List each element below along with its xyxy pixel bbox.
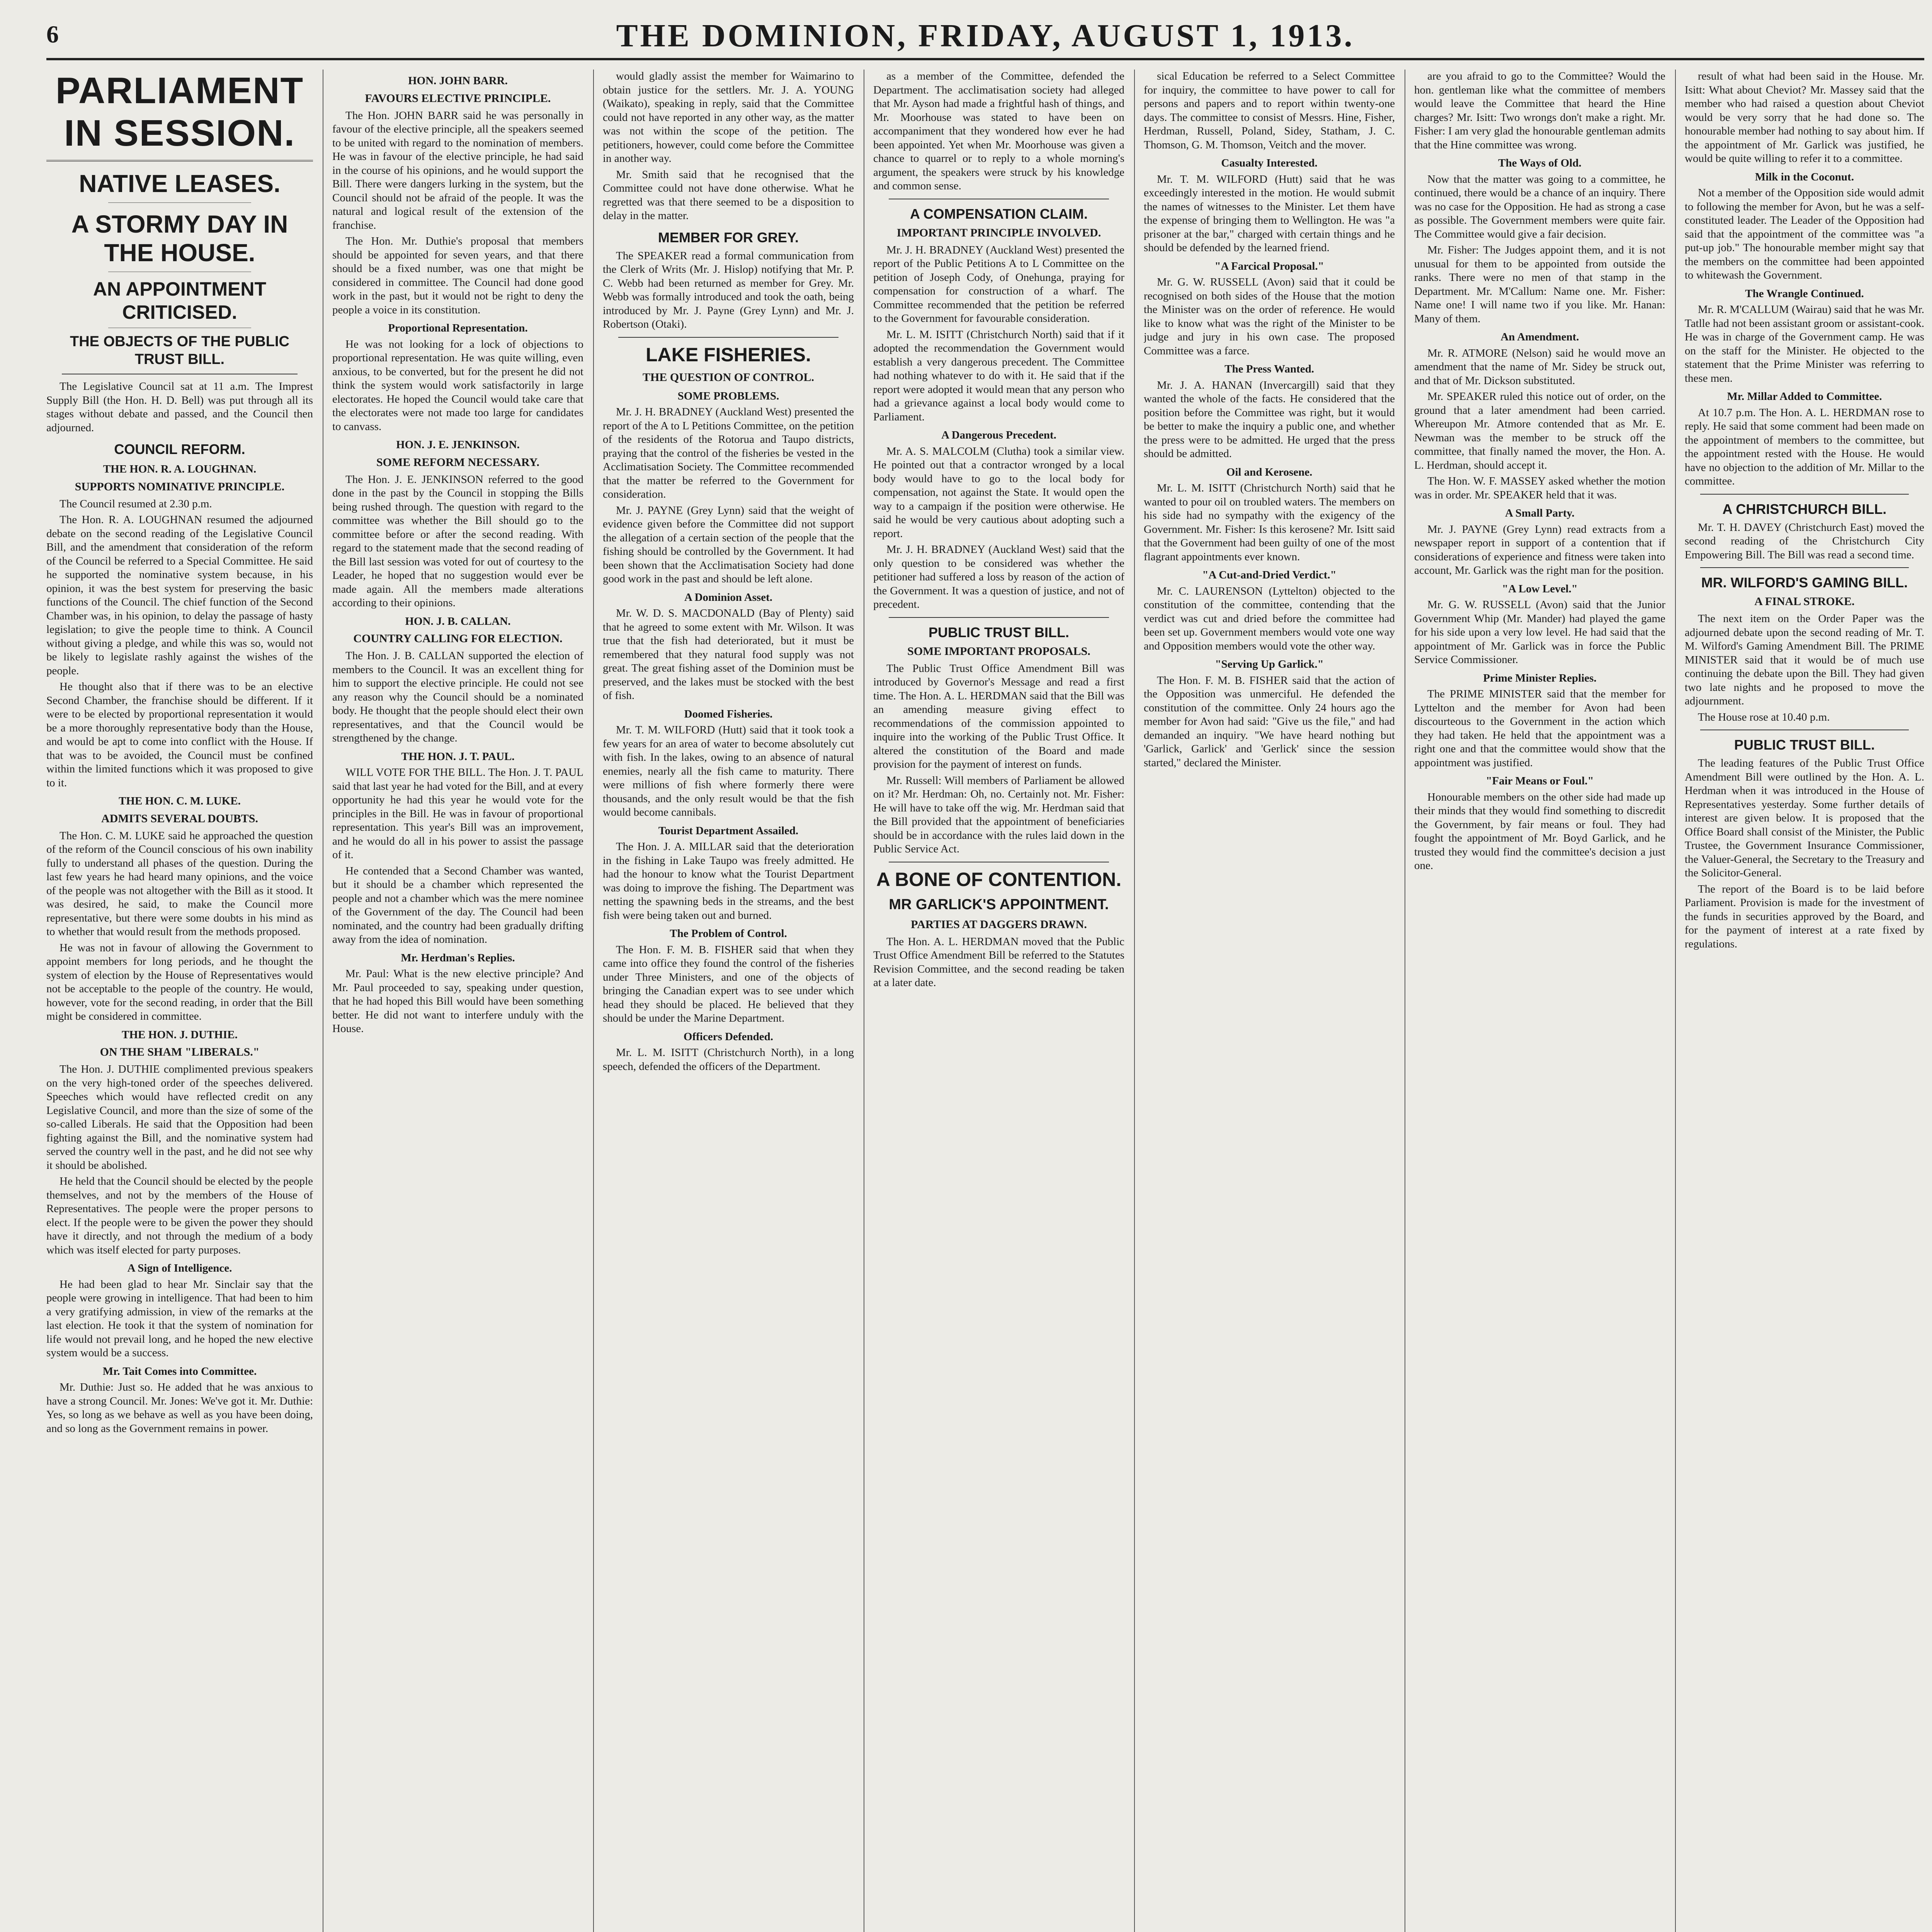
sub-heading: SOME IMPORTANT PROPOSALS. — [907, 645, 1090, 658]
article-paragraph: He contended that a Second Chamber was wanted, but it should be a chamber which represented the people and not a chamber which was the mere nominee of the Government of the day. The Council had been nominated, and the country had been gradually drifting away from the idea of nomination. — [332, 864, 583, 946]
sub-heading: The Press Wanted. — [1225, 363, 1314, 375]
article-paragraph: The Hon. J. A. MILLAR said that the deterioration in the fishing in Lake Taupo was freely admitted. He had the honour to know what the Tourist Department was doing to improve the fishing. The Department was netting the spawning beds in the streams, and the best fish were being taken out and burned. — [603, 840, 854, 922]
column-4 — [873, 70, 1124, 1932]
article-paragraph: The leading features of the Public Trust Office Amendment Bill were outlined by the Hon. A. L. Herdman when it was introduced in the House of Representatives yesterday. Some further details of interest are given below. It is proposed that the Office Board shall consist of the Minister, the Public Trustee, the Government Insurance Commissioner, the Valuer-General, the Secretary to the Treasury and the Solicitor-General. — [1685, 757, 1924, 879]
article-paragraph: The Hon. F. M. B. FISHER said that the action of the Opposition was unmerciful. He defended the constitution of the committee. Only 24 hours ago the member for Avon had said: "Give us the file," and had demanded an inquiry. "We have heard nothing but 'Garlick, Garlick' and 'Gerlick' since the session started," declared the Minister. — [1144, 674, 1395, 769]
headline-stormy-day: A STORMY DAY IN THE HOUSE. — [71, 210, 288, 267]
article-paragraph: The Hon. R. A. LOUGHNAN resumed the adjourned debate on the second reading of the Legislative Council Bill, and the amendment that consideration of the reform of the Council be referred to a Special Committee. He said he supported the nominative system because, in his opinion, it was the best system for preserving the basic functions of the Council. The chief function of the Second Chamber was, in his opinion, to delay the passage of hasty legislation; to give the people time to think. A Council without giving a pledge, and while this was so, would not be likely to legislate rashly against the wishes of the people. — [46, 514, 313, 677]
sub-heading: Oil and Kerosene. — [1226, 466, 1313, 478]
article-paragraph: Mr. J. A. HANAN (Invercargill) said that they wanted the whole of the facts. He considered that the position before the Committee was right, but it would be better to make the inquiry a public one, and whether the press were to be admitted. He urged that the press should be admitted. — [1144, 379, 1395, 460]
masthead — [46, 15, 1924, 60]
article-paragraph: Mr. J. PAYNE (Grey Lynn) said that the weight of evidence given before the Committee did not support the allegation of a certain section of the people that the fishing should be controlled by the Government. It had been shown that the Acclimatisation Society had done good work in the past and should be left alone. — [603, 504, 854, 585]
article-paragraph: The SPEAKER read a formal communication from the Clerk of Writs (Mr. J. Hislop) notifying that Mr. P. C. Webb had been returned as member for Grey. Mr. Webb was formally introduced and took the oath, being introduced by Mr. J. Payne (Grey Lynn) and Mr. J. Robertson (Otaki). — [603, 249, 854, 330]
sub-heading: An Amendment. — [1500, 331, 1579, 343]
sub-heading: "A Farcical Proposal." — [1214, 260, 1324, 272]
article-paragraph: sical Education be referred to a Select Committee for inquiry, the committee to have power to call for persons and papers and to report within twenty-one days. The committee to consist of Messrs. Hine, Fisher, Herdman, Russell, Poland, Sidey, Statham, J. C. Thomson, G. M. Thomson, Veitch and the mover. — [1144, 70, 1395, 151]
sub-heading: Mr. Tait Comes into Committee. — [102, 1365, 257, 1378]
article-paragraph: Mr. G. W. RUSSELL (Avon) said that it could be recognised on both sides of the House that the motion the Minister was on the order of reference. He would like to know what was the right of the Minister to be judge and jury in his own case. The proposed Committee was a farce. — [1144, 276, 1395, 357]
sub-heading: Doomed Fisheries. — [684, 707, 773, 720]
article-paragraph: Mr. J. PAYNE (Grey Lynn) read extracts from a newspaper report in support of a contention that if considerations of experience and fitness were taken into account, Mr. Garlick was the right man for the position. — [1414, 523, 1665, 577]
newspaper-title: THE DOMINION, FRIDAY, AUGUST 1, 1913. — [616, 18, 1355, 54]
article-paragraph: Mr. J. H. BRADNEY (Auckland West) presented the report of the A to L Petitions Committee, on the petition of the residents of the Rotorua and Taupo districts, praying that the control of the fisheries be vested in the Acclimatisation Society. The Committee recommended that the matter be referred to the Government for consideration. — [603, 406, 854, 500]
article-paragraph: The Council resumed at 2.30 p.m. — [60, 497, 212, 510]
sub-heading: Mr. Millar Added to Committee. — [1727, 390, 1882, 403]
sub-heading: IMPORTANT PRINCIPLE INVOLVED. — [896, 226, 1101, 239]
sub-heading: SOME REFORM NECESSARY. — [376, 456, 540, 469]
page-number: 6 — [46, 20, 59, 48]
page-banner-headline: PARLIAMENT IN SESSION. — [46, 70, 313, 162]
speaker-heading: THE HON. J. T. PAUL. — [401, 750, 515, 763]
headline-native-leases: NATIVE LEASES. — [79, 170, 281, 197]
article-paragraph: He had been glad to hear Mr. Sinclair say that the people were growing in intelligence. That had been to him a very gratifying admission, in view of the remarks at the last election. He took it that the system of nomination for life would not prevail long, and he hoped the new elective system would be a success. — [46, 1278, 313, 1359]
sub-heading: A Dominion Asset. — [684, 591, 772, 604]
article-paragraph: He thought also that if there was to be an elective Second Chamber, the franchise should be different. If it were to be elected by proportional representation it would be a more thoroughly representative body than the House, and would be apt to come into conflict with the House. If that was to be avoided, the Council must be confined within the limited functions which it was proposed to give to it. — [46, 680, 313, 789]
article-paragraph: He was not in favour of allowing the Government to appoint members for long periods, and he thought the system of election by the House of Representatives would not be acceptable to the people of the country. He would, however, vote for the second reading, in order that the Bill might be considered in committee. — [46, 941, 313, 1022]
column-3 — [603, 70, 854, 1932]
article-paragraph: Now that the matter was going to a committee, he continued, there would be a chance of an inquiry. There was no case for the Opposition. He had as strong a case as possible. The Government members were quite fair. The Committee would give a fair decision. — [1414, 173, 1665, 240]
article-paragraph: Mr. L. M. ISITT (Christchurch North), in a long speech, defended the officers of the Department. — [603, 1046, 854, 1073]
column-rule — [593, 70, 594, 1932]
article-paragraph: Mr. Fisher: The Judges appoint them, and it is not unusual for them to be appointed from outside the ranks. There were no men of that stamp in the Department. Mr. M'Callum: Name one. Mr. Fisher: Name one! I will name two if you like. Mr. Hanan: Many of them. — [1414, 244, 1665, 325]
speaker-heading: HON. J. E. JENKINSON. — [396, 439, 520, 451]
headline-public-trust: THE OBJECTS OF THE PUBLIC TRUST BILL. — [70, 333, 289, 367]
section-heading: PUBLIC TRUST BILL. — [929, 624, 1069, 640]
article-paragraph: At 10.7 p.m. The Hon. A. L. HERDMAN rose to reply. He said that some comment had been made on the appointment of members to the committee, but the appointment rested with the House. He would have no objection to the addition of Mr. Millar to the committee. — [1685, 406, 1924, 487]
sub-heading: A Small Party. — [1505, 507, 1575, 519]
article-paragraph: Mr. W. D. S. MACDONALD (Bay of Plenty) said that he agreed to some extent with Mr. Wilson. It was true that the fish had deteriorated, but it must be remembered that they natural food supply was not great. The great fishing asset of the Dominion must be preserved, and the lakes must be stocked with the best of fish. — [603, 607, 854, 702]
article-paragraph: The PRIME MINISTER said that the member for Lyttelton and the member for Avon had been discourteous to the Government in the action which they had taken. He held that the appointment was a right one and that the committee would show that the appointment was justified. — [1414, 688, 1665, 769]
article-paragraph: The Hon. JOHN BARR said he was personally in favour of the elective principle, all the speakers seemed to be united with regard to the nomination of members. He was in favour of the elective principle, he had said in the course of his opinions, and he would support the Bill. There were dangers lurking in the system, but the Council should not be afraid of the people. It was the natural and logical result of the extension of the franchise. — [332, 109, 583, 231]
article-paragraph: Mr. Smith said that he recognised that the Committee could not have done otherwise. What he regretted was that there seemed to be a disposition to delay in the matter. — [603, 168, 854, 222]
sub-heading: Tourist Department Assailed. — [658, 824, 799, 837]
sub-heading: Milk in the Coconut. — [1755, 170, 1854, 183]
article-paragraph: WILL VOTE FOR THE BILL. The Hon. J. T. PAUL said that last year he had voted for the Bill, and at every opportunity he had this year he would vote for the principles in the Bill. He was in favour of proportional representation. This year's Bill was an improvement, and he would do all in his power to assist the passage of it. — [332, 766, 583, 861]
article-paragraph: Mr. Russell: Will members of Parliament be allowed on it? Mr. Herdman: Oh, no. Certainly not. Mr. Fisher: He will have to take off the wig. Mr. Herdman said that the Bill provided that the appointment of beneficiaries should be in accordance with the rules laid down in the Public Service Act. — [873, 774, 1124, 855]
article-paragraph: Honourable members on the other side had made up their minds that they would find something to discredit the Government, by fair means or foul. They had fought the appointment of Mr. Boyd Garlick, and he trusted they would find the committee's decision a just one. — [1414, 791, 1665, 872]
sub-heading: FAVOURS ELECTIVE PRINCIPLE. — [365, 92, 551, 105]
article-paragraph: The House rose at 10.40 p.m. — [1698, 711, 1830, 723]
speaker-heading: THE HON. R. A. LOUGHNAN. — [103, 463, 257, 475]
article-paragraph: result of what had been said in the House. Mr. Isitt: What about Cheviot? Mr. Massey said that the member who had raised a question about Cheviot would be very sorry that he had done so. The honourable member had nothing to say about him. If the appointment of Mr. Garlick was justified, he would be quite willing to refer it to a committee. — [1685, 70, 1924, 165]
sub-heading: The Ways of Old. — [1498, 157, 1582, 169]
speaker-heading: THE HON. C. M. LUKE. — [119, 795, 241, 807]
column-1 — [46, 70, 313, 1932]
sub-heading: THE QUESTION OF CONTROL. — [643, 371, 814, 384]
sub-heading: A Dangerous Precedent. — [941, 429, 1056, 441]
article-paragraph: are you afraid to go to the Committee? Would the hon. gentleman like what the committee of members would leave the Committee that heard the Hine charges? Mr. Isitt: Two wrongs don't make a right. Mr. Fisher: I am very glad the honourable gentleman admits that the Hine committee was wrong. — [1414, 70, 1665, 151]
sub-heading: Mr. Herdman's Replies. — [401, 951, 515, 964]
sub-heading: "A Low Level." — [1502, 582, 1578, 595]
article-paragraph: The report of the Board is to be laid before Parliament. Provision is made for the investment of the funds in securities approved by the Board, and for the payment of interest at a rate fixed by regulations. — [1685, 883, 1924, 950]
headline-bone-of-contention: A BONE OF CONTENTION. — [876, 868, 1122, 890]
sub-heading: "Fair Means or Foul." — [1486, 775, 1594, 787]
article-paragraph: Mr. J. H. BRADNEY (Auckland West) presented the report of the Public Petitions A to L Committee on the petition of Joseph Cody, of Onehunga, praying for compensation for construction of a wharf. The Committee recommended that the petition be referred to the Government for favourable consideration. — [873, 243, 1124, 325]
article-paragraph: The Legislative Council sat at 11 a.m. The Imprest Supply Bill (the Hon. H. D. Bell) was put through all its stages without debate and passed, and the Council then adjourned. — [46, 380, 313, 434]
article-paragraph: The Hon. J. B. CALLAN supported the election of members to the Council. It was an excellent thing for him to support the elective principle. He could not see any reason why the Council should be a nominated body. He thought that the people should elect their own representatives, and that the Council would be strengthened by the change. — [332, 650, 583, 744]
sub-heading: A FINAL STROKE. — [1754, 595, 1855, 608]
article-paragraph: Mr. T. H. DAVEY (Christchurch East) moved the second reading of the Christchurch City Empowering Bill. The Bill was read a second time. — [1685, 521, 1924, 561]
article-paragraph: Not a member of the Opposition side would admit to following the member for Avon, but he was a self-constituted leader. The Leader of the Opposition had said that the appointment of the committee was "a put-up job." The honourable member might say that the members on the committee had been appointed to whitewash the Government. — [1685, 187, 1924, 281]
article-paragraph: The Hon. C. M. LUKE said he approached the question of the reform of the Council conscious of his own inability fully to understand all phases of the question. During the last few years he had heard many opinions, and the voice of the people was not altogether with the Bill as it stood. It was desired, he said, to make the Council more representative, but there were some doubts in his mind as to whether that would result from the methods proposed. — [46, 829, 313, 938]
sub-heading: The Wrangle Continued. — [1745, 287, 1864, 300]
section-heading: MR. WILFORD'S GAMING BILL. — [1701, 575, 1908, 590]
article-paragraph: Mr. Duthie: Just so. He added that he was anxious to have a strong Council. Mr. Jones: We've got it. Mr. Duthie: Yes, so long as we behave as well as you have been doing, and so long as the Government remains in power. — [46, 1381, 313, 1435]
article-paragraph: The next item on the Order Paper was the adjourned debate upon the second reading of Mr. T. M. Wilford's Gaming Amendment Bill. The PRIME MINISTER said that it would be of much use continuing the debate upon the Bill. They had given two late nights and he proposed to move the adjournment. — [1685, 612, 1924, 707]
headline-appointment: AN APPOINTMENT CRITICISED. — [93, 278, 267, 323]
sub-heading: COUNTRY CALLING FOR ELECTION. — [353, 632, 563, 645]
article-paragraph: as a member of the Committee, defended the Department. The acclimatisation society had alleged that Mr. Ayson had made a frightful hash of things, and Mr. Moorhouse was stated to have been on accompaniment that they wondered how ever he had been appointed. Yet when Mr. Moorhouse was given a chance to quarrel or to reply to a whole morning's argument, the speakers were struck by his knowledge and common sense. — [873, 70, 1124, 192]
section-heading: A CHRISTCHURCH BILL. — [1722, 501, 1887, 517]
article-paragraph: The Hon. F. M. B. FISHER said that when they came into office they found the control of the fisheries under Three Ministers, and one of the objects of bringing the Canadian expert was to see under which head they should be placed. He believed that they should be under the Marine Department. — [603, 943, 854, 1024]
section-heading: A COMPENSATION CLAIM. — [910, 206, 1088, 222]
column-7 — [1685, 70, 1924, 1932]
sub-heading: Proportional Representation. — [388, 322, 528, 334]
column-rule — [1675, 70, 1676, 1932]
sub-heading: The Problem of Control. — [670, 927, 787, 940]
sub-heading: ADMITS SEVERAL DOUBTS. — [101, 812, 258, 825]
article-paragraph: Mr. C. LAURENSON (Lyttelton) objected to the constitution of the committee, contending that the verdict was cut and dried before the committee had been set up. Government members would vote one way and Opposition members would vote the other way. — [1144, 585, 1395, 652]
headline-garlick-appointment: MR GARLICK'S APPOINTMENT. — [889, 896, 1109, 913]
article-paragraph: The Hon. J. E. JENKINSON referred to the good done in the past by the Council in stopping the Bills being rushed through. The question with regard to the committee was whether the Bill should go to the committee before or after the second reading. With regard to the statement made that the second reading of the Bill last session was voted for out of courtesy to the Leader, he hoped that no suggestion would ever be made again. All the members made alterations according to their opinions. — [332, 473, 583, 609]
speaker-heading: THE HON. J. DUTHIE. — [122, 1028, 238, 1041]
article-paragraph: Mr. T. M. WILFORD (Hutt) said that it took took a few years for an area of water to become absolutely cut with fish. In the lakes, owing to an absence of natural enemies, nearly all the fish came to maturity. There were millions of fish where formerly there were thousands, and the only result would be that the fish would become cannibals. — [603, 724, 854, 818]
article-paragraph: Mr. SPEAKER ruled this notice out of order, on the ground that a later amendment had been carried. Whereupon Mr. Atmore contended that as Mr. E. Newman was the member to be struck off the committee, that finally named the mover, the Hon. A. L. Herdman, should accept it. — [1414, 390, 1665, 471]
article-paragraph: The Hon. A. L. HERDMAN moved that the Public Trust Office Amendment Bill be referred to the Statutes Revision Committee, and the second reading be taken at a later date. — [873, 935, 1124, 989]
section-heading: MEMBER FOR GREY. — [658, 229, 799, 245]
column-2 — [332, 70, 583, 1932]
article-paragraph: Mr. R. ATMORE (Nelson) said he would move an amendment that the name of Mr. Sidey be struck out, and that of Mr. Dickson substituted. — [1414, 347, 1665, 387]
article-paragraph: The Public Trust Office Amendment Bill was introduced by Governor's Message and read a first time. The Hon. A. L. HERDMAN said that the Bill was an amending measure giving effect to recommendations of the commission appointed to inquire into the working of the Public Trust Office. It altered the constitution of the Board and made provision for the payment of interest on funds. — [873, 662, 1124, 770]
article-paragraph: He held that the Council should be elected by the people themselves, and not by the members of the House of Representatives. The people were the proper persons to elect. If the people were to be given the power they should have it directly, and not through the medium of a body which was itself elected for party purposes. — [46, 1175, 313, 1256]
column-6 — [1414, 70, 1665, 1932]
sub-heading: A Sign of Intelligence. — [127, 1262, 232, 1274]
article-paragraph: Mr. G. W. RUSSELL (Avon) said that the Junior Government Whip (Mr. Mander) had played the game for his side upon a very low level. He had said that the appointment of Mr. Garlick was in force the Public Service Commissioner. — [1414, 599, 1665, 666]
article-paragraph: Mr. T. M. WILFORD (Hutt) said that he was exceedingly interested in the motion. He would submit the names of witnesses to the Minister. Let them have the expense of bringing them to Wellington. He was "a prisoner at the bar," charged with certain things and he should be defended by the learned friend. — [1144, 173, 1395, 254]
article-paragraph: Mr. L. M. ISITT (Christchurch North) said that he wanted to pour oil on troubled waters. The members on his side had no sympathy with the exigency of the Government. Mr. Fisher: Is this kerosene? Mr. Isitt said that the Government had been guilty of one of the most flagrant appointments ever known. — [1144, 482, 1395, 563]
section-heading: COUNCIL REFORM. — [114, 441, 245, 457]
sub-heading: PARTIES AT DAGGERS DRAWN. — [911, 918, 1087, 931]
article-paragraph: The Hon. W. F. MASSEY asked whether the motion was in order. Mr. SPEAKER held that it was. — [1414, 475, 1665, 501]
article-paragraph: He was not looking for a lock of objections to proportional representation. He was quite willing, even anxious, to be converted, but for the present he did not think the system would work satisfactorily in large electorates. He hoped the Council would take care that the electorates were not made too large for candidates to canvass. — [332, 338, 583, 433]
sub-heading: Casualty Interested. — [1221, 157, 1318, 169]
sub-heading: SUPPORTS NOMINATIVE PRINCIPLE. — [75, 480, 285, 493]
sub-heading: Officers Defended. — [684, 1030, 773, 1043]
sub-heading: "A Cut-and-Dried Verdict." — [1202, 569, 1337, 581]
article-paragraph: The Hon. J. DUTHIE complimented previous speakers on the very high-toned order of the speeches delivered. Speeches which would have reflected credit on any Legislative Council, and more than the size of some of the so-called Liberals. He said that the Opposition had been fighting against the Bill, and the nominative system had served the country well in the past, and he did not see why it should be abolished. — [46, 1063, 313, 1172]
article-paragraph: Mr. R. M'CALLUM (Wairau) said that he was Mr. Tatlle had not been assistant groom or assistant-cook. He was in charge of the Government camp. He was on the staff for the Minister. He objected to the statement that the Prime Minister was referring to these men. — [1685, 303, 1924, 384]
sub-heading: ON THE SHAM "LIBERALS." — [100, 1046, 260, 1058]
speaker-heading: HON. JOHN BARR. — [408, 75, 508, 87]
sub-heading: "Serving Up Garlick." — [1215, 658, 1324, 670]
article-paragraph: Mr. L. M. ISITT (Christchurch North) said that if it adopted the recommendation the Government would establish a very dangerous precedent. The Committee had nothing whatever to do with it. He said that if the report were adopted it would mean that any person who had a grievance against a local body would come to Parliament. — [873, 328, 1124, 423]
speaker-heading: HON. J. B. CALLAN. — [405, 615, 511, 628]
article-paragraph: would gladly assist the member for Waimarino to obtain justice for the settlers. Mr. J. A. YOUNG (Waikato), speaking in reply, said that the Committee could not have reported in any other way, as the matter was not within the scope of the petition. The petitioners, however, could come before the Committee in another way. — [603, 70, 854, 165]
headline-lake-fisheries: LAKE FISHERIES. — [646, 344, 811, 366]
section-heading: PUBLIC TRUST BILL. — [1734, 737, 1875, 753]
article-paragraph: Mr. A. S. MALCOLM (Clutha) took a similar view. He pointed out that a contractor wronged by a local body would have to go to the local body for compensation, not against the State. It would open the way to a campaign if the position were otherwise. He said he would be very cautious about adopting such a report. — [873, 445, 1124, 540]
column-rule — [1134, 70, 1135, 1932]
sub-heading: SOME PROBLEMS. — [677, 389, 779, 402]
sub-heading: Prime Minister Replies. — [1483, 672, 1597, 684]
article-paragraph: Mr. Paul: What is the new elective principle? And Mr. Paul proceeded to say, speaking under question, that he had hoped this Bill would have been something better. He did not want to interfere unduly with the House. — [332, 968, 583, 1035]
article-paragraph: The Hon. Mr. Duthie's proposal that members should be appointed for seven years, and that there should be a fixed number, was one that might be considered in committee. The Council had done good work in the past, but it would not be right to deny the people a voice in its constitution. — [332, 235, 583, 316]
article-paragraph: Mr. J. H. BRADNEY (Auckland West) said that the only question to be considered was whether the petitioner had suffered a loss by reason of the action of the Government. It was a question of justice, and not of precedent. — [873, 543, 1124, 611]
column-5 — [1144, 70, 1395, 1932]
